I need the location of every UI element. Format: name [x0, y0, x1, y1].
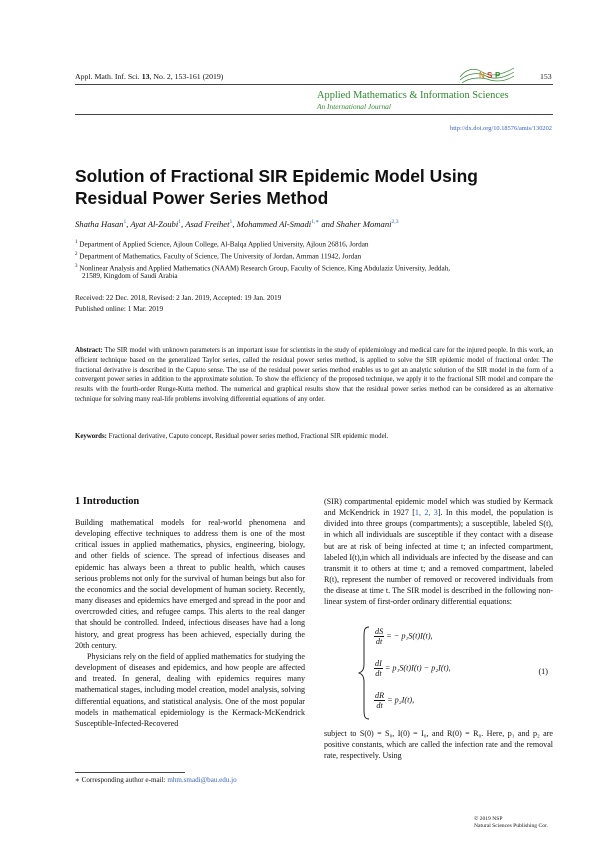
- citation-prefix: Appl. Math. Inf. Sci.: [75, 72, 140, 81]
- left-brace-icon: [358, 625, 372, 721]
- body-column-left: [75, 517, 305, 729]
- publisher-line: Natural Sciences Publishing Cor.: [474, 823, 548, 830]
- title-line: Residual Power Series Method: [75, 187, 329, 208]
- citation-link[interactable]: 1, 2, 3: [414, 508, 438, 518]
- nsp-logo-icon: [456, 63, 518, 85]
- copyright-line: © 2019 NSP: [474, 816, 503, 822]
- published-date: Published online: 1 Mar. 2019: [75, 304, 164, 313]
- equation-number: (1): [538, 667, 548, 676]
- citation-issue: , No. 2, 153-161 (2019): [149, 72, 224, 81]
- citation-volume: 13: [141, 72, 150, 81]
- footnote-rule: [75, 772, 185, 773]
- body-paragraph: (SIR) compartmental epidemic model which was studied by Kermack and McKendrick in 1927 [1, 2, 3]. In this model, the population is divided into three groups (compartments); a susceptible, labeled S(t), in which all individuals are susceptible if they contact with a disease but are at risk of being infected at time t; an infected compartment, labeled I(t),in which all individuals are infected by the disease and can transmit it to others at time t; and a removed compartment, labeled R(t), represent the number of removed or recovered individuals from the disease at time t. The SIR model is described in the following non-linear system of first-order ordinary differential equations:: [324, 497, 553, 607]
- abstract-label: Abstract:: [75, 347, 103, 354]
- title-line: Solution of Fractional SIR Epidemic Model Using: [75, 166, 478, 186]
- body-paragraph: Physicians rely on the field of applied mathematics for studying the development of diseases and epidemics, and how people are affected and treated. In general, dealing with epidemics requires many mathematical stages, including model creation, model analysis, solving differential equations, and statistical analysis. One of the most popular models in mathematical epidemiology is the Kermack-McKendrick Susceptible-Infected-Recovered: [75, 651, 305, 728]
- running-header: [75, 72, 223, 81]
- author-name: Mohammed Al-Smadi: [236, 219, 312, 229]
- journal-subtitle: An International Journal: [317, 102, 391, 111]
- author-affil-mark[interactable]: 1,∗: [311, 219, 320, 226]
- equation-system: [358, 625, 548, 721]
- svg-text:N: N: [479, 71, 485, 80]
- email-link[interactable]: mhm.smadi@bau.edu.jo: [167, 776, 237, 784]
- header-rule: [75, 84, 553, 85]
- equation-line: $\frac{dI}{dt}$ = p₁S(t)I(t) − p₂I(t),: [375, 659, 451, 678]
- svg-text:S: S: [487, 71, 493, 80]
- body-paragraph: subject to S(0) = S₀, I(0) = I₀, and R(0) = R₀. Here, p₁ and p₂ are positive constants, which are called the infection rate and the removal rate, respectively. Using: [324, 729, 553, 761]
- author-affil-mark[interactable]: 1: [123, 219, 127, 226]
- equation-line: $\frac{dR}{dt}$ = p₂I(t),: [375, 691, 415, 710]
- page-number: 153: [540, 72, 552, 81]
- author-affil-mark[interactable]: 1: [229, 219, 233, 226]
- author-name: Shaher Momani: [336, 219, 392, 229]
- affiliation-continued: 21589, Kingdom of Saudi Arabia: [82, 272, 178, 280]
- footnote: [75, 775, 237, 784]
- equation-line: $\frac{dS}{dt}$ = − p₁S(t)I(t),: [375, 627, 433, 646]
- doi-link[interactable]: http://dx.doi.org/10.18576/amis/130202: [450, 125, 552, 132]
- body-paragraph: Building mathematical models for real-world phenomena and developing effective techniques to address them is one of the most critical issues in applied mathematics, physics, engineering, biology, and other fields of science. The spread of infectious diseases and epidemic has always been a threat to public health, which causes serious problems not only for the survival of human beings but also for the economics and the social development of human society. Recently, many diseases and epidemics have emerged and spread in the poor and overcrowded cities, and refugee camps. This alerts to the real danger that should be controlled. Indeed, infectious diseases have had a long history, and great progress has been achieved, especially during the 20th century.: [75, 518, 305, 650]
- paper-title: [75, 166, 545, 209]
- affiliation: $^1$ Department of Applied Science, Ajloun College, Al-Balqa Applied University, Ajloun 26816, Jordan: [75, 240, 369, 249]
- received-dates: Received: 22 Dec. 2018, Revised: 2 Jan. 2019, Accepted: 19 Jan. 2019: [75, 293, 282, 302]
- author-list: Shatha Hasan$^1$, Ayat Al-Zoubi$^1$, Asad Freihet$^1$, Mohammed Al-Smadi$^{1,∗}$ and Shaher Momani$^{2,3}$: [75, 219, 399, 229]
- author-name: Asad Freihet: [185, 219, 230, 229]
- affiliation: $^3$ Nonlinear Analysis and Applied Mathematics (NAAM) Research Group, Faculty of Science, King Abdulaziz University, Jeddah,: [75, 264, 451, 273]
- author-affil-mark[interactable]: 2,3: [391, 219, 399, 226]
- author-name: Shatha Hasan: [75, 219, 124, 229]
- footnote-label: ∗ Corresponding author e-mail:: [75, 776, 166, 784]
- author-name: Ayat Al-Zoubi: [130, 219, 179, 229]
- header-rule-bottom: [75, 114, 553, 115]
- copyright: [474, 816, 548, 831]
- body-column-right: [324, 496, 553, 608]
- svg-text:P: P: [495, 71, 501, 80]
- keywords-text: Fractional derivative, Caputo concept, Residual power series method, Fractional SIR epidemic model.: [108, 433, 389, 440]
- abstract-text: The SIR model with unknown parameters is an important issue for scientists in the study of epidemiology and medical care for the injured people. In this work, an efficient technique based on the generalized Taylor series, called the residual power series method, is applied to solve the SIR epidemic model of fractional order. The fractional derivative is described in the Caputo sense. The use of the residual power series method enables us to get an analytic solution of the SIR model in the form of a convergent power series in addition to the approximate solution. To show the efficiency of the proposed technique, we apply it to the fractional SIR model and compare the results with the fourth-order Runge-Kutta method. The numerical and graphical results show that the residual power series method can be considered as an alternative technique for solving many real-life problems involving differential equations of any order.: [75, 347, 554, 403]
- affiliation: $^2$ Department of Mathematics, Faculty of Science, The University of Jordan, Amman 11942, Jordan: [75, 252, 362, 261]
- author-affil-mark[interactable]: 1: [178, 219, 182, 226]
- keywords: [75, 432, 553, 442]
- body-column-right-continued: [324, 728, 553, 761]
- section-heading: 1 Introduction: [75, 496, 140, 507]
- journal-name: Applied Mathematics & Information Sciences: [317, 90, 509, 101]
- keywords-label: Keywords:: [75, 433, 107, 440]
- abstract: [75, 346, 553, 405]
